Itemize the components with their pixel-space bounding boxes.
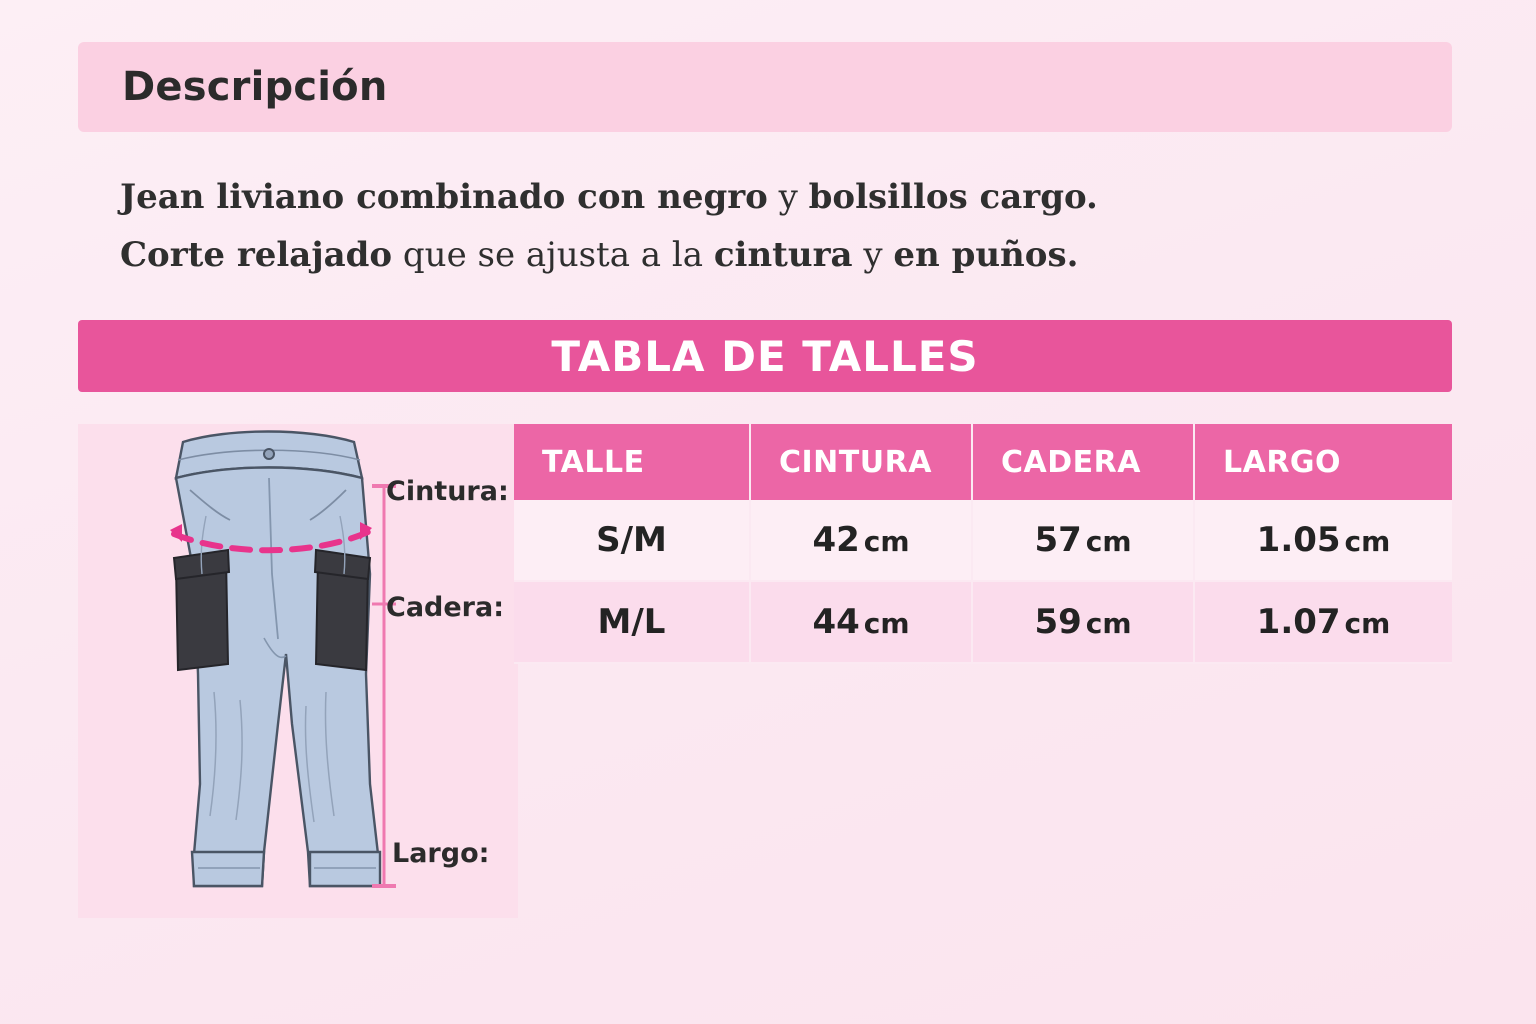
measure-label-largo: Largo: (392, 838, 490, 869)
page-title: Descripción (122, 64, 388, 110)
column-header-largo: LARGO (1194, 424, 1452, 500)
cell-cintura-value: 42 (812, 520, 860, 560)
cell-cadera-value: 59 (1034, 602, 1082, 642)
cell-cintura-value: 44 (812, 602, 860, 642)
cell-cadera-value: 57 (1034, 520, 1082, 560)
cell-largo-value: 1.05 (1256, 520, 1341, 560)
description-line-2-part-4: y (852, 235, 894, 276)
cell-talle: M/L (514, 581, 750, 663)
cell-cintura-unit: cm (863, 607, 910, 640)
description-line-1-part-2: y (767, 177, 809, 217)
table-row (514, 500, 1452, 581)
description-line-1-part-1: Jean liviano combinado con negro (120, 177, 768, 217)
cell-largo-unit: cm (1344, 525, 1391, 558)
description-line-1-part-3: bolsillos cargo. (808, 177, 1098, 217)
description-line-2-part-2: que se ajusta a la (392, 235, 714, 276)
description-line-1 (120, 168, 1440, 226)
measure-label-cintura: Cintura: (386, 476, 509, 507)
column-header-talle: TALLE (514, 424, 750, 500)
cell-largo (1194, 500, 1452, 581)
column-header-cadera: CADERA (972, 424, 1194, 500)
description-header-bar (78, 42, 1452, 132)
measure-label-cadera: Cadera: (386, 592, 505, 623)
cell-cintura-unit: cm (863, 525, 910, 558)
cell-cintura (750, 500, 972, 581)
column-header-cintura: CINTURA (750, 424, 972, 500)
cell-largo-unit: cm (1344, 607, 1391, 640)
size-chart-banner (78, 320, 1452, 392)
table-row (514, 581, 1452, 663)
cell-cintura (750, 581, 972, 663)
description-line-2-part-3: cintura (713, 235, 853, 276)
description-line-2 (120, 226, 1440, 284)
cell-cadera (972, 500, 1194, 581)
cell-largo-value: 1.07 (1256, 602, 1341, 642)
size-chart-banner-title: TABLA DE TALLES (551, 331, 979, 381)
description-text (120, 168, 1440, 285)
cell-largo (1194, 581, 1452, 663)
cell-cadera-unit: cm (1085, 525, 1132, 558)
table-header-row (514, 424, 1452, 500)
cell-cadera (972, 581, 1194, 663)
size-chart-table (514, 424, 1452, 664)
cell-cadera-unit: cm (1085, 607, 1132, 640)
description-line-2-part-5: en puños. (893, 235, 1079, 276)
cell-talle: S/M (514, 500, 750, 581)
description-line-2-part-1: Corte relajado (120, 235, 393, 276)
